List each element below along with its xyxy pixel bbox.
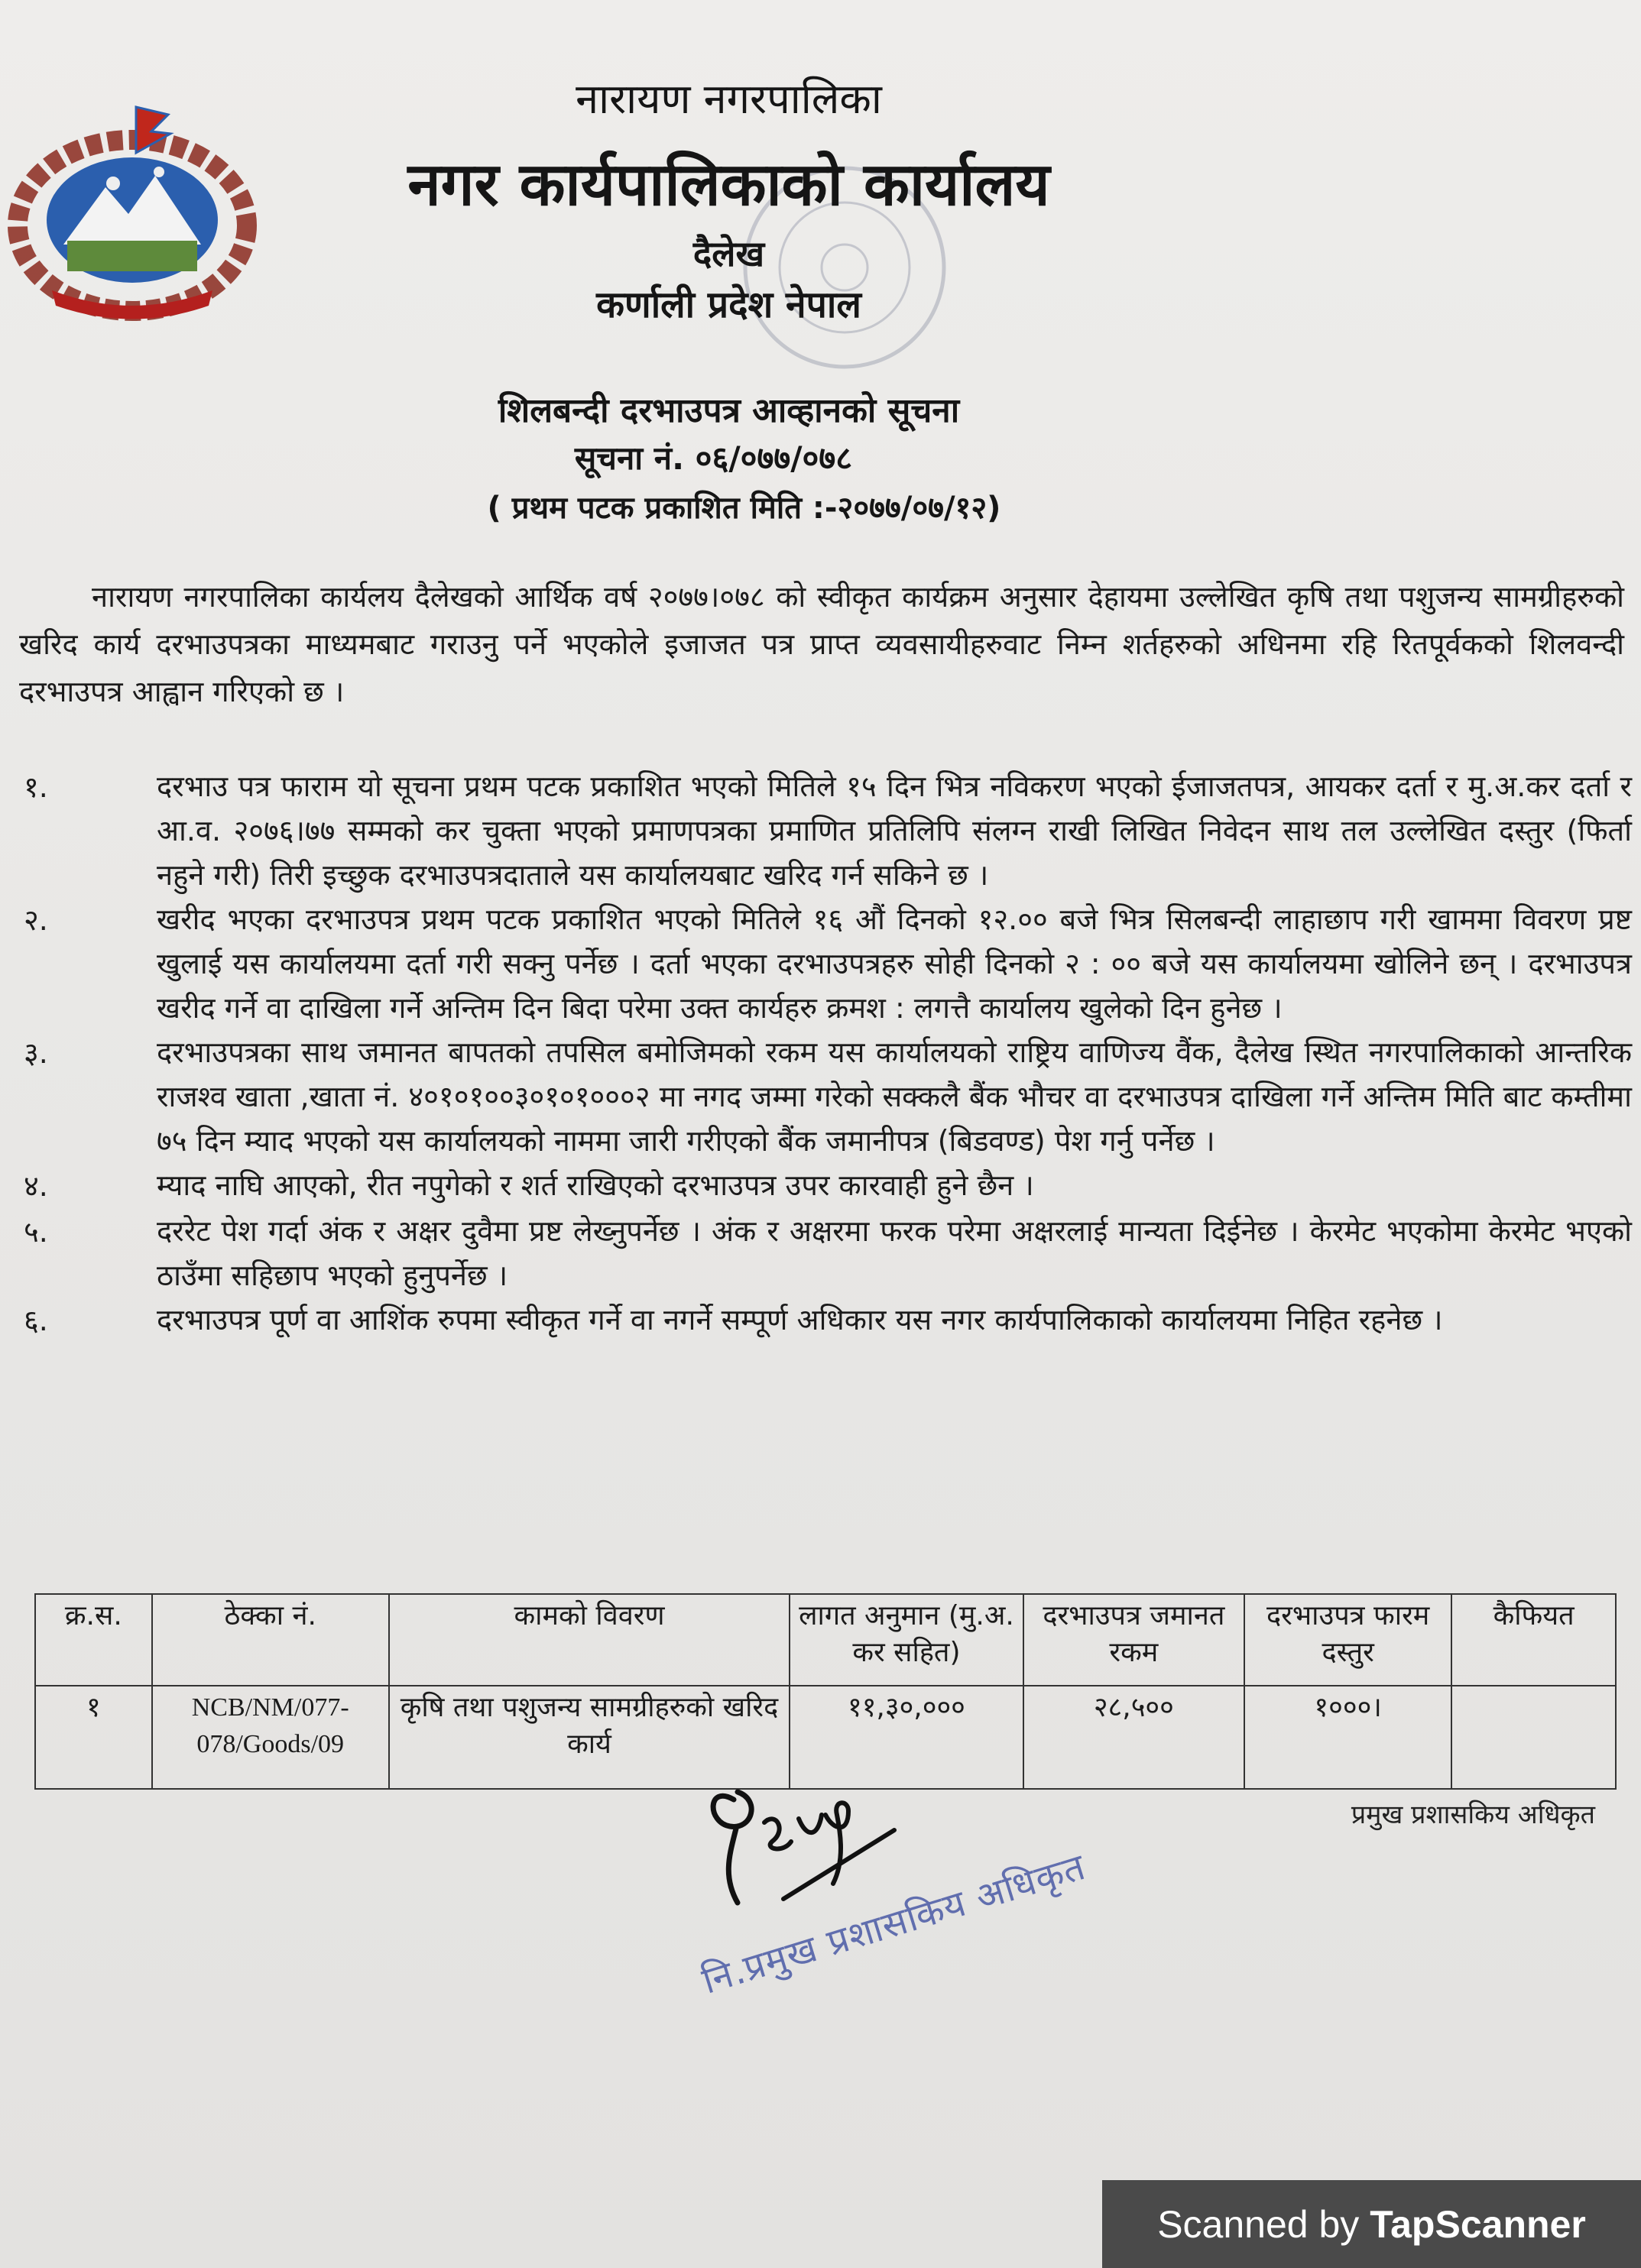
cell-cost-estimate: ११,३०,००० [790, 1686, 1023, 1789]
scanner-badge [1102, 2180, 1641, 2268]
condition-text: खरीद भएका दरभाउपत्र प्रथम पटक प्रकाशित भएको मितिले १६ औं दिनको १२.०० बजे भित्र सिलबन्दी लाहाछाप गरी खाममा विवरण प्रष्ट खुलाई यस कार्यालयमा दर्ता गरी सक्नु पर्नेछ । दर्ता भएका दरभाउपत्रहरु सोही दिनको २ : ०० बजे यस कार्यालयमा खोलिने छन् । दरभाउपत्र खरीद गर्ने वा दाखिला गर्ने अन्तिम दिन बिदा परेमा उक्त कार्यहरु क्रमश : लगत्तै कार्यालय खुलेको दिन हुनेछ । [157, 902, 1632, 1025]
office-name: नगर कार्यपालिकाको कार्यालय [407, 151, 1050, 219]
condition-number: १. [24, 770, 48, 804]
handwritten-signature-icon [692, 1769, 898, 1914]
officer-title: प्रमुख प्रशासकिय अधिकृत [1351, 1800, 1595, 1830]
cell-serial: १ [35, 1686, 152, 1789]
col-header-contract-no: ठेक्का नं. [152, 1594, 389, 1686]
notice-number: सूचना नं. ०६/०७७/०७८ [574, 439, 853, 477]
condition-number: २. [24, 903, 48, 937]
condition-number: ३. [24, 1036, 48, 1070]
cell-remarks [1451, 1686, 1616, 1789]
tender-table [34, 1593, 1617, 1790]
condition-text: म्याद नाघि आएको, रीत नपुगेको र शर्त राखिएको दरभाउपत्र उपर कारवाही हुने छैन । [157, 1168, 1034, 1202]
condition-number: ६. [24, 1304, 48, 1337]
conditions-list [19, 764, 1632, 1343]
condition-number: ५. [24, 1215, 48, 1249]
intro-paragraph: नारायण नगरपालिका कार्यलय दैलेखको आर्थिक वर्ष २०७७।०७८ को स्वीकृत कार्यक्रम अनुसार देहायमा उल्लेखित कृषि तथा पशुजन्य सामग्रीहरुको खरिद कार्य दरभाउपत्रका माध्यमबाट गराउनु पर्ने भएकोले इजाजत पत्र प्राप्त व्यवसायीहरुवाट निम्न शर्तहरुको अधिनमा रहि रितपूर्वकको शिलवन्दी दरभाउपत्र आह्वान गरिएको छ । [19, 580, 1624, 708]
province-name: कर्णाली प्रदेश नेपाल [596, 284, 861, 326]
condition-text: दरभाउपत्र पूर्ण वा आशिंक रुपमा स्वीकृत गर्ने वा नगर्ने सम्पूर्ण अधिकार यस नगर कार्यपालिकाको कार्यालयमा निहित रहनेछ । [157, 1303, 1443, 1336]
col-header-serial: क्र.स. [35, 1594, 152, 1686]
condition-item [19, 1298, 1632, 1343]
condition-item [19, 897, 1632, 1030]
cell-description: कृषि तथा पशुजन्य सामग्रीहरुको खरिद कार्य [389, 1686, 790, 1789]
condition-item [19, 764, 1632, 897]
table-header-row [35, 1594, 1616, 1686]
condition-item [19, 1030, 1632, 1163]
district-name: दैलेख [692, 233, 765, 274]
cell-contract-no: NCB/NM/077-078/Goods/09 [152, 1686, 389, 1789]
col-header-bid-security: दरभाउपत्र जमानत रकम [1023, 1594, 1244, 1686]
cell-bid-security: २८,५०० [1023, 1686, 1244, 1789]
officer-stamp: नि.प्रमुख प्रशासकिय अधिकृत [697, 1845, 1091, 2003]
col-header-cost-estimate: लागत अनुमान (मु.अ. कर सहित) [790, 1594, 1023, 1686]
condition-text: दररेट पेश गर्दा अंक र अक्षर दुवैमा प्रष्ट लेख्नुपर्नेछ । अंक र अक्षरमा फरक परेमा अक्षरलाई मान्यता दिईनेछ । केरमेट भएकोमा केरमेट भएको ठाउँमा सहिछाप भएको हुनुपर्नेछ । [157, 1214, 1632, 1292]
condition-item [19, 1209, 1632, 1298]
condition-text: दरभाउपत्रका साथ जमानत बापतको तपसिल बमोजिमको रकम यस कार्यालयको राष्ट्रिय वाणिज्य वैंक, दैलेख स्थित नगरपालिकाको आन्तरिक राजश्व खाता ,खाता नं. ४०१०१००३०१०१०००२ मा नगद जम्मा गरेको सक्कलै बैंक भौचर वा दरभाउपत्र दाखिला गर्ने अन्तिम मिति बाट कम्तीमा ७५ दिन म्याद भएको यस कार्यालयको नाममा जारी गरीएको बैंक जमानीपत्र (बिडवण्ड) पेश गर्नु पर्नेछ । [157, 1035, 1632, 1158]
col-header-form-fee: दरभाउपत्र फारम दस्तुर [1244, 1594, 1451, 1686]
scanner-badge-prefix: Scanned by [1157, 2202, 1360, 2246]
publish-date: ( प्रथम पटक प्रकाशित मिति :-२०७७/०७/१२) [487, 491, 1001, 526]
condition-item [19, 1163, 1632, 1209]
col-header-remarks: कैफियत [1451, 1594, 1616, 1686]
condition-text: दरभाउ पत्र फाराम यो सूचना प्रथम पटक प्रकाशित भएको मितिले १५ दिन भित्र नविकरण भएको ईजाजतपत्र, आयकर दर्ता र मु.अ.कर दर्ता र आ.व. २०७६।७७ सम्मको कर चुक्ता भएको प्रमाणपत्रका प्रमाणित प्रतिलिपि संलग्न राखी लिखित निवेदन साथ तल उल्लेखित दस्तुर (फिर्ता नहुने गरी) तिरी इच्छुक दरभाउपत्रदाताले यस कार्यालयबाट खरिद गर्न सकिने छ । [157, 770, 1632, 892]
col-header-description: कामको विवरण [389, 1594, 790, 1686]
scanner-badge-brand: TapScanner [1370, 2202, 1586, 2246]
cell-form-fee: १०००। [1244, 1686, 1451, 1789]
notice-title: शिलबन्दी दरभाउपत्र आव्हानको सूचना [498, 391, 960, 430]
condition-number: ४. [24, 1169, 48, 1203]
municipality-name: नारायण नगरपालिका [576, 75, 882, 123]
